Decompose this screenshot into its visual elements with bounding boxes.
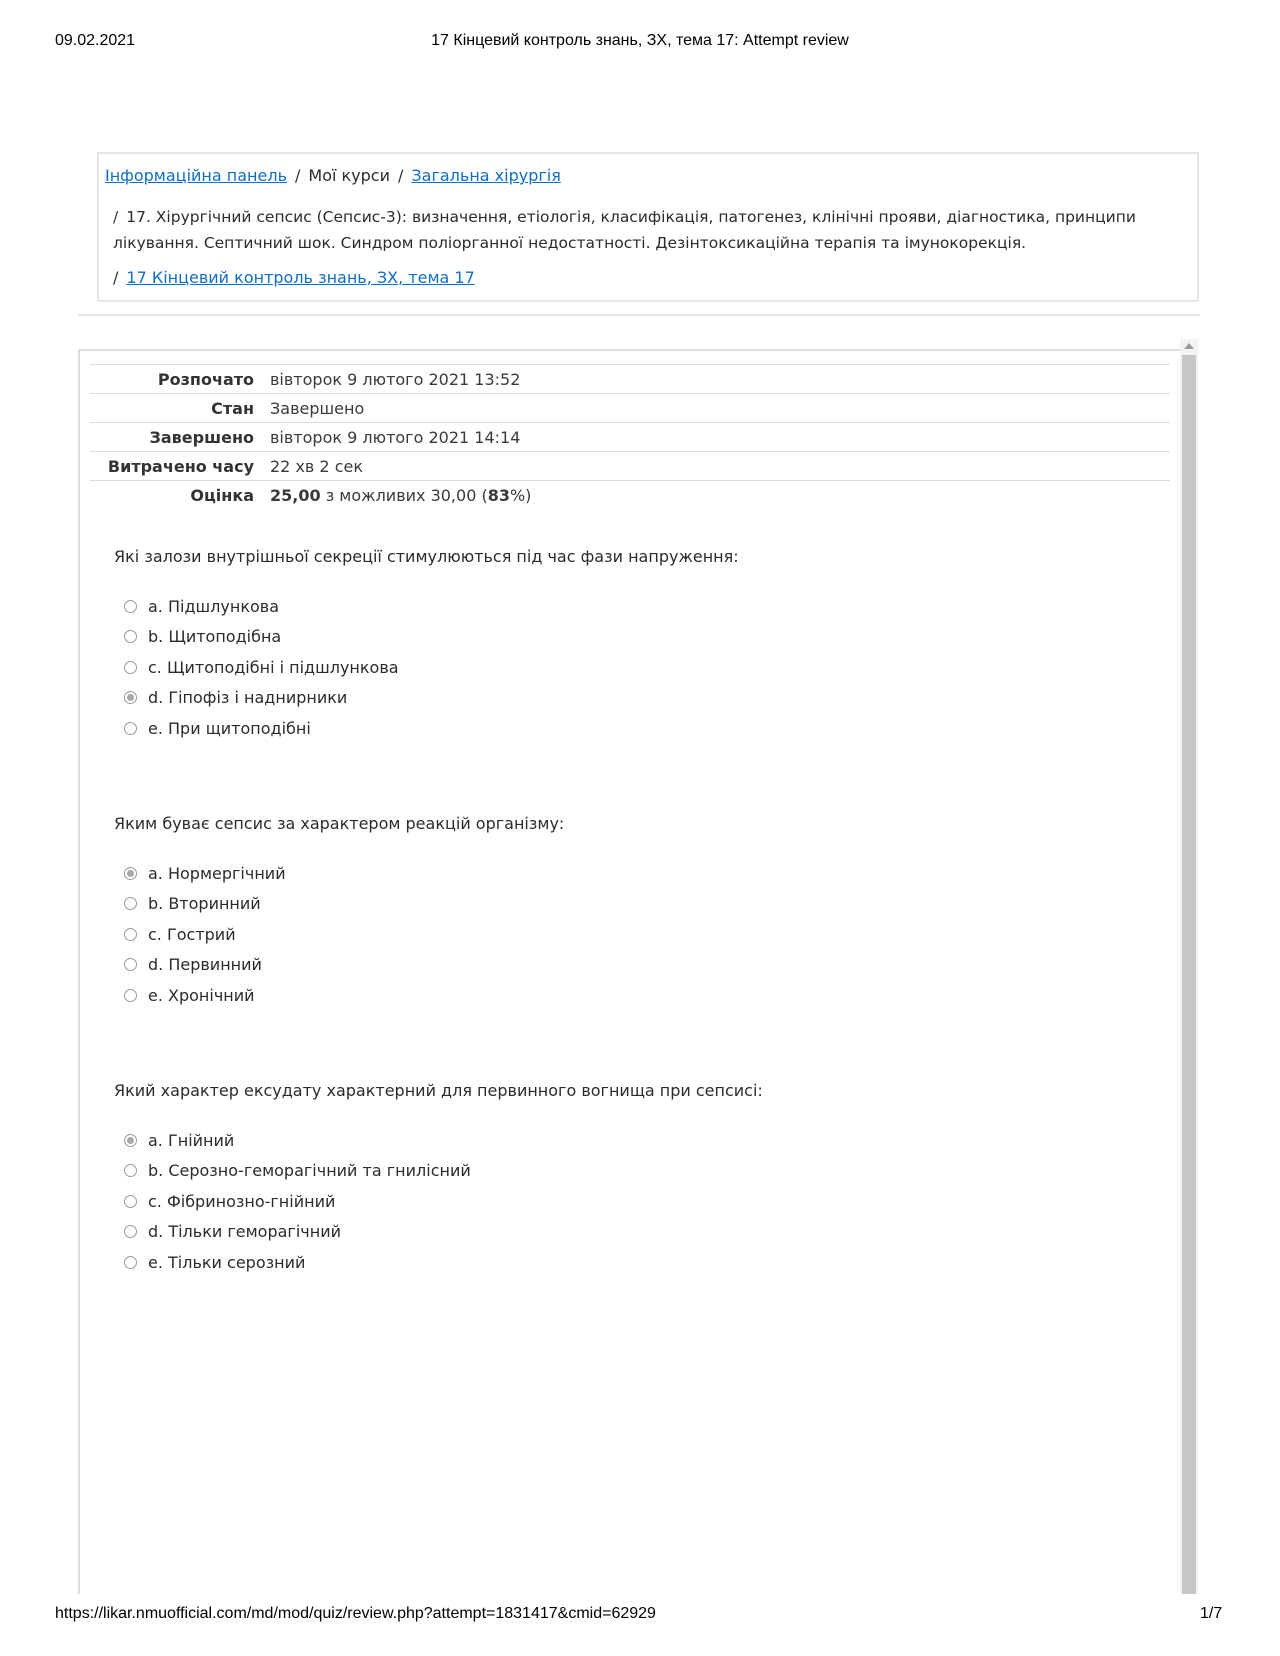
summary-row-started	[90, 365, 1170, 394]
summary-row-grade	[90, 481, 1170, 510]
scrollbar[interactable]	[1180, 339, 1198, 1594]
answer-label: c. Фібринозно-гнійний	[148, 1192, 336, 1211]
summary-label: Оцінка	[190, 485, 254, 505]
print-url: https://likar.nmuofficial.com/md/mod/quiz/review.php?attempt=1831417&cmid=62929	[55, 1605, 656, 1622]
print-date: 09.02.2021	[55, 32, 136, 49]
radio-button[interactable]	[124, 928, 137, 941]
answer-label: e. Тільки серозний	[148, 1253, 306, 1272]
breadcrumb	[97, 152, 1199, 302]
answer-label: e. Хронічний	[148, 986, 255, 1005]
answer-label: b. Серозно-геморагічний та гнилісний	[148, 1161, 471, 1180]
breadcrumb-topic: 17. Хірургічний сепсис (Сепсис-3): визначення, етіологія, класифікація, патогенез, клінічні прояви, діагностика, принципи лікування. Септичний шок. Синдром поліорганної недостатності. Дезінтоксикаційна терапія та імунокорекція.	[113, 208, 1136, 252]
breadcrumb-dashboard-link[interactable]: Інформаційна панель	[105, 166, 287, 185]
radio-button[interactable]	[124, 958, 137, 971]
answer-label: d. Гіпофіз і наднирники	[148, 688, 348, 707]
question-text: Який характер ексудату характерний для первинного вогнища при сепсисі:	[114, 1081, 763, 1100]
divider	[78, 314, 1200, 316]
summary-value	[264, 481, 1170, 510]
radio-button[interactable]	[124, 722, 137, 735]
radio-button[interactable]	[124, 1164, 137, 1177]
grade-mid: з можливих 30,00 (	[320, 485, 488, 505]
grade-end: %)	[509, 485, 532, 505]
radio-button[interactable]	[124, 600, 137, 613]
grade-score: 25,00	[270, 485, 321, 505]
answer-label: a. Гнійний	[148, 1131, 235, 1150]
summary-value: Завершено	[270, 398, 365, 418]
answer-label: a. Підшлункова	[148, 597, 279, 616]
question-text: Які залози внутрішньої секреції стимулюються під час фази напруження:	[114, 547, 739, 566]
radio-button[interactable]	[124, 661, 137, 674]
attempt-summary-table	[90, 364, 1170, 510]
summary-row-state	[90, 394, 1170, 423]
summary-row-time	[90, 452, 1170, 481]
print-footer	[0, 1605, 1280, 1625]
radio-button[interactable]	[124, 1256, 137, 1269]
breadcrumb-course-link[interactable]: Загальна хірургія	[411, 166, 561, 185]
radio-button-selected[interactable]	[124, 867, 137, 880]
summary-label: Завершено	[149, 427, 254, 447]
answer-label: e. При щитоподібні	[148, 719, 311, 738]
summary-value: вівторок 9 лютого 2021 13:52	[270, 369, 521, 389]
print-title: 17 Кінцевий контроль знань, ЗХ, тема 17: Attempt review	[431, 32, 849, 49]
print-page-number: 1/7	[1200, 1605, 1223, 1622]
radio-button[interactable]	[124, 897, 137, 910]
radio-button[interactable]	[124, 989, 137, 1002]
summary-value: 22 хв 2 сек	[270, 456, 363, 476]
question-text: Яким буває сепсис за характером реакцій організму:	[114, 814, 565, 833]
summary-label: Розпочато	[157, 369, 254, 389]
print-header	[0, 32, 1280, 52]
answer-label: d. Первинний	[148, 955, 262, 974]
radio-button[interactable]	[124, 1195, 137, 1208]
radio-button[interactable]	[124, 1225, 137, 1238]
radio-button[interactable]	[124, 630, 137, 643]
answer-label: a. Нормергічний	[148, 864, 286, 883]
breadcrumb-separator: /	[113, 268, 119, 287]
radio-button-selected[interactable]	[124, 691, 137, 704]
summary-label: Стан	[211, 398, 254, 418]
answer-label: b. Щитоподібна	[148, 627, 282, 646]
breadcrumb-separator: /	[295, 166, 301, 185]
summary-label: Витрачено часу	[107, 456, 254, 476]
radio-button-selected[interactable]	[124, 1134, 137, 1147]
breadcrumb-separator: /	[113, 208, 119, 226]
summary-value: вівторок 9 лютого 2021 14:14	[270, 427, 521, 447]
grade-percent: 83	[487, 485, 510, 505]
breadcrumb-my-courses: Мої курси	[308, 166, 390, 185]
scroll-thumb[interactable]	[1182, 355, 1196, 1594]
answer-label: b. Вторинний	[148, 894, 261, 913]
answer-label: c. Щитоподібні і підшлункова	[148, 658, 399, 677]
breadcrumb-separator: /	[398, 166, 404, 185]
summary-row-completed	[90, 423, 1170, 452]
breadcrumb-quiz-link[interactable]: 17 Кінцевий контроль знань, ЗХ, тема 17	[126, 268, 475, 287]
scroll-up-arrow-icon[interactable]	[1184, 343, 1194, 349]
answer-label: c. Гострий	[148, 925, 236, 944]
answer-label: d. Тільки геморагічний	[148, 1222, 341, 1241]
